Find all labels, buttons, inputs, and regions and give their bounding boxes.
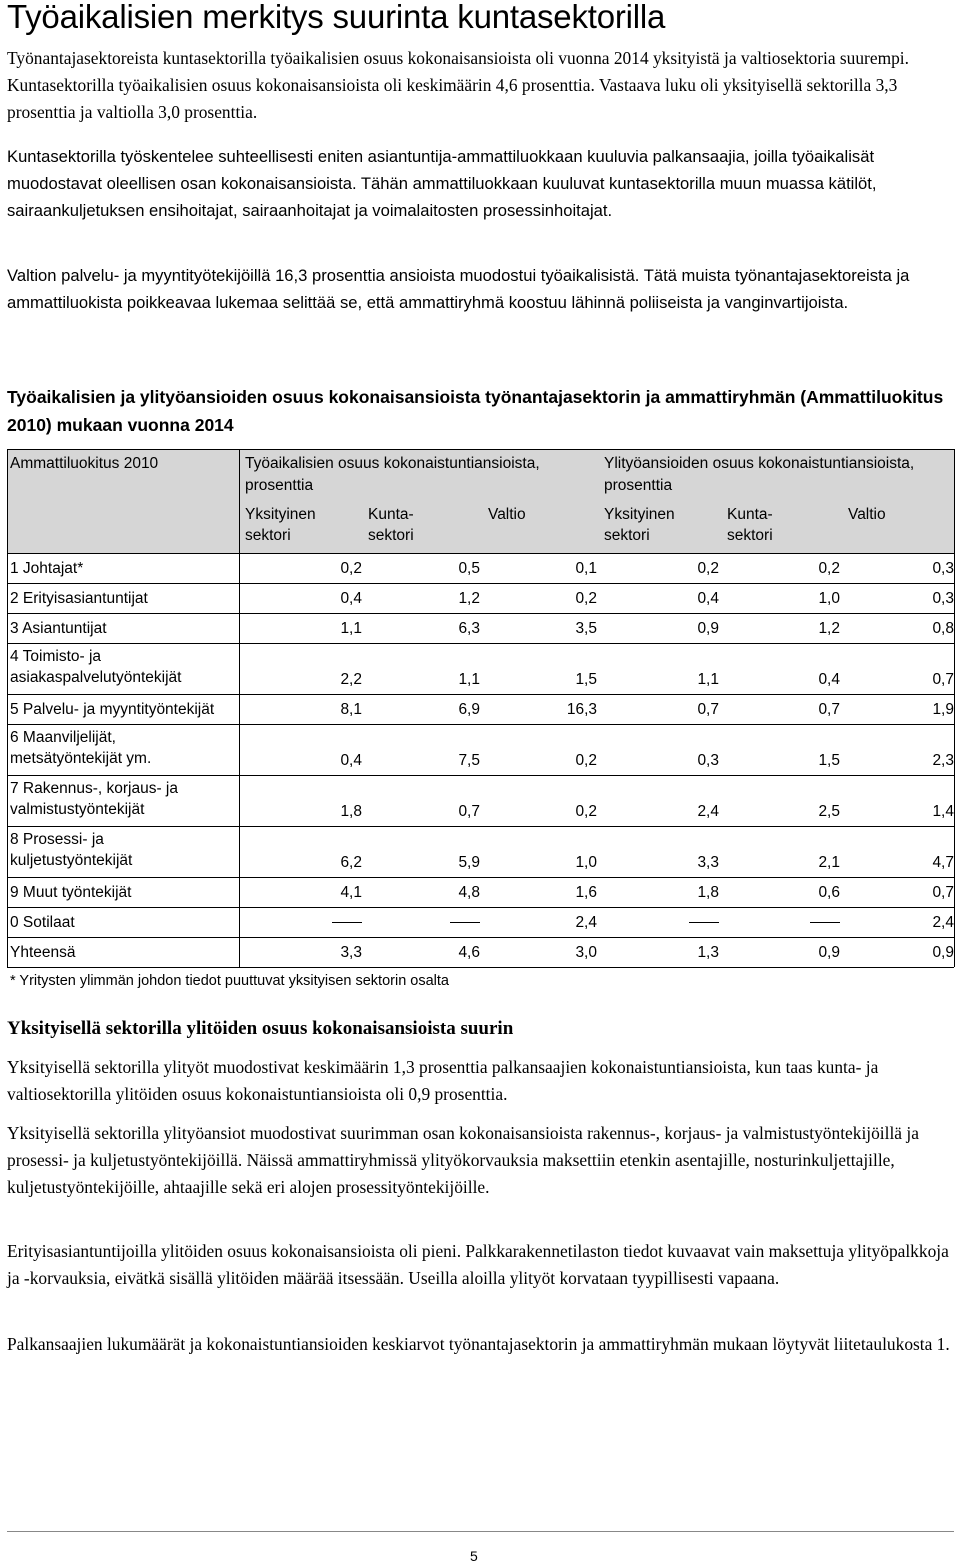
header-ammattiluokitus: Ammattiluokitus 2010 bbox=[10, 455, 159, 472]
table-cell: 0,7 bbox=[932, 671, 954, 688]
row-label: 6 Maanviljelijät, bbox=[10, 729, 116, 746]
row-label: kuljetustyöntekijät bbox=[10, 852, 133, 869]
section-title: Yksityisellä sektorilla ylitöiden osuus kokonaisansioista suurin bbox=[7, 1018, 514, 1039]
table-cell: 1,0 bbox=[575, 854, 597, 871]
table-cell: 0,6 bbox=[818, 884, 840, 901]
table-cell: 6,9 bbox=[458, 701, 480, 718]
table-cell: 8,1 bbox=[340, 701, 362, 718]
table-cell: 1,1 bbox=[458, 671, 480, 688]
table-cell: 0,7 bbox=[458, 803, 480, 820]
table-title: Työaikalisien ja ylityöansioiden osuus kokonaisansioista työnantajasektorin ja ammattiryhmän (Ammattiluokitus 2010) mukaan vuonna 2014 bbox=[7, 387, 944, 435]
table-header-rule bbox=[7, 553, 954, 554]
table-cell: 1,5 bbox=[818, 752, 840, 769]
table-cell: 2,1 bbox=[818, 854, 840, 871]
header-ylityoansiot: Ylityöansioiden osuus kokonaistuntiansioista, bbox=[604, 455, 915, 472]
table-cell: 2,3 bbox=[932, 752, 954, 769]
row-rule bbox=[7, 937, 954, 938]
table-cell-dash bbox=[440, 912, 480, 933]
row-label: Yhteensä bbox=[10, 944, 76, 961]
section-paragraph-3: Erityisasiantuntijoilla ylitöiden osuus kokonaisansioista oli pieni. Palkkarakennetilaston tiedot kuvaavat vain maksettuja ylityöpalkkoja ja -korvauksia, eivätkä sisällä ylitöiden määrää itsessään. Useilla aloilla ylityöt korvataan tyypillisesti vapaana. bbox=[7, 1241, 949, 1288]
table-cell: 5,9 bbox=[458, 854, 480, 871]
table-cell: 6,3 bbox=[458, 620, 480, 637]
table-cell: 2,4 bbox=[932, 914, 954, 931]
row-rule bbox=[7, 613, 954, 614]
subheader-3: Yksityinen bbox=[604, 506, 675, 523]
table-cell: 0,4 bbox=[818, 671, 840, 688]
subheader-4: Kunta- bbox=[727, 506, 773, 523]
page-number: 5 bbox=[470, 1548, 478, 1564]
table-cell: 3,3 bbox=[340, 944, 362, 961]
subheader-5: Valtio bbox=[848, 506, 886, 523]
table-cell: 1,1 bbox=[340, 620, 362, 637]
row-label: 4 Toimisto- ja bbox=[10, 648, 102, 665]
row-rule bbox=[7, 694, 954, 695]
table-cell-dash bbox=[800, 912, 840, 933]
table-cell: 2,4 bbox=[575, 914, 597, 931]
header-ylityoansiot: prosenttia bbox=[604, 477, 673, 494]
table-cell: 0,4 bbox=[340, 752, 362, 769]
table-cell: 1,0 bbox=[818, 590, 840, 607]
dash-mark bbox=[332, 922, 362, 923]
subheader-3: sektori bbox=[604, 527, 650, 544]
header-tyoaikalisat: prosenttia bbox=[245, 477, 314, 494]
col-divider bbox=[239, 449, 240, 967]
row-rule bbox=[7, 643, 954, 644]
section-paragraph-1: Yksityisellä sektorilla ylityöt muodostivat keskimäärin 1,3 prosenttia palkansaajien kokonaistuntiansioista, kun taas kunta- ja valtiosektorilla ylitöiden osuus kokonaistuntiansioista oli 0,9 prosenttia. bbox=[7, 1057, 879, 1104]
row-label: asiakaspalvelutyöntekijät bbox=[10, 669, 182, 686]
table-cell: 4,8 bbox=[458, 884, 480, 901]
table-cell: 2,4 bbox=[697, 803, 719, 820]
table-cell: 7,5 bbox=[458, 752, 480, 769]
table-cell: 0,1 bbox=[575, 560, 597, 577]
table-cell: 4,6 bbox=[458, 944, 480, 961]
table-cell: 1,4 bbox=[932, 803, 954, 820]
table-cell: 4,7 bbox=[932, 854, 954, 871]
table-footnote: * Yritysten ylimmän johdon tiedot puuttuvat yksityisen sektorin osalta bbox=[10, 973, 449, 989]
intro-paragraph-2: Kuntasektorilla työskentelee suhteellisesti eniten asiantuntija-ammattiluokkaan kuuluvia palkansaajia, joilla työaikalisät muodostavat oleellisen osan kokonaisansioista. Tähän ammattiluokkaan kuuluvat kuntasektorilla muun muassa kätilöt, sairaankuljetuksen ensihoitajat, sairaanhoitajat ja voimalaitosten prosessinhoitajat. bbox=[7, 147, 877, 220]
footer-divider bbox=[7, 1531, 954, 1532]
table-cell: 3,0 bbox=[575, 944, 597, 961]
row-label: 5 Palvelu- ja myyntityöntekijät bbox=[10, 701, 215, 718]
row-label: 0 Sotilaat bbox=[10, 914, 75, 931]
table-cell: 0,2 bbox=[697, 560, 719, 577]
table-cell: 1,5 bbox=[575, 671, 597, 688]
table-cell: 0,7 bbox=[818, 701, 840, 718]
header-tyoaikalisat: Työaikalisien osuus kokonaistuntiansioista, bbox=[245, 455, 540, 472]
table-top-rule bbox=[7, 449, 954, 450]
table-cell: 3,3 bbox=[697, 854, 719, 871]
table-cell: 0,3 bbox=[932, 590, 954, 607]
table-cell: 2,5 bbox=[818, 803, 840, 820]
subheader-1: sektori bbox=[368, 527, 414, 544]
page-title: Työaikalisien merkitys suurinta kuntasektorilla bbox=[7, 0, 666, 35]
table-cell: 0,4 bbox=[340, 590, 362, 607]
dash-mark bbox=[689, 922, 719, 923]
subheader-0: sektori bbox=[245, 527, 291, 544]
row-rule bbox=[7, 967, 954, 968]
section-paragraph-4: Palkansaajien lukumäärät ja kokonaistuntiansioiden keskiarvot työnantajasektorin ja ammattiryhmän mukaan löytyvät liitetaulukosta 1. bbox=[7, 1334, 950, 1354]
table-cell: 4,1 bbox=[340, 884, 362, 901]
row-label: valmistustyöntekijät bbox=[10, 801, 145, 818]
table-cell: 6,2 bbox=[340, 854, 362, 871]
table-cell: 0,9 bbox=[818, 944, 840, 961]
row-rule bbox=[7, 877, 954, 878]
subheader-0: Yksityinen bbox=[245, 506, 316, 523]
row-label: 1 Johtajat* bbox=[10, 560, 84, 577]
row-label: metsätyöntekijät ym. bbox=[10, 750, 152, 767]
table-cell-dash bbox=[679, 912, 719, 933]
table-cell: 16,3 bbox=[566, 701, 597, 718]
row-label: 9 Muut työntekijät bbox=[10, 884, 132, 901]
table-cell: 0,3 bbox=[932, 560, 954, 577]
table-right-border bbox=[954, 449, 955, 967]
table-cell: 1,1 bbox=[697, 671, 719, 688]
table-cell: 1,8 bbox=[340, 803, 362, 820]
table-cell: 0,4 bbox=[697, 590, 719, 607]
table-cell-dash bbox=[322, 912, 362, 933]
row-label: 8 Prosessi- ja bbox=[10, 831, 104, 848]
table-cell: 0,9 bbox=[932, 944, 954, 961]
table-cell: 1,6 bbox=[575, 884, 597, 901]
table-cell: 2,2 bbox=[340, 671, 362, 688]
dash-mark bbox=[810, 922, 840, 923]
table-cell: 1,3 bbox=[697, 944, 719, 961]
row-rule bbox=[7, 724, 954, 725]
row-label: 3 Asiantuntijat bbox=[10, 620, 107, 637]
dash-mark bbox=[450, 922, 480, 923]
table-cell: 0,9 bbox=[697, 620, 719, 637]
table-cell: 0,5 bbox=[458, 560, 480, 577]
table-cell: 0,2 bbox=[340, 560, 362, 577]
subheader-4: sektori bbox=[727, 527, 773, 544]
table-cell: 1,8 bbox=[697, 884, 719, 901]
table-cell: 0,2 bbox=[575, 752, 597, 769]
table-cell: 0,7 bbox=[932, 884, 954, 901]
table-cell: 3,5 bbox=[575, 620, 597, 637]
table-cell: 0,8 bbox=[932, 620, 954, 637]
row-rule bbox=[7, 826, 954, 827]
table-cell: 1,2 bbox=[458, 590, 480, 607]
table-cell: 1,9 bbox=[932, 701, 954, 718]
table-cell: 1,2 bbox=[818, 620, 840, 637]
table-cell: 0,7 bbox=[697, 701, 719, 718]
table-cell: 0,2 bbox=[575, 803, 597, 820]
row-label: 2 Erityisasiantuntijat bbox=[10, 590, 148, 607]
section-paragraph-2: Yksityisellä sektorilla ylityöansiot muodostivat suurimman osan kokonaisansioista rakennus-, korjaus- ja valmistustyöntekijöillä ja prosessi- ja kuljetustyöntekijöillä. Näissä ammattiryhmissä ylityökorvauksia maksettiin etenkin asentajille, nosturinkuljettajille, kuljetustyöntekijöille, ahtaajille sekä eri alojen prosessityöntekijöille. bbox=[7, 1123, 919, 1197]
subheader-2: Valtio bbox=[488, 506, 526, 523]
subheader-1: Kunta- bbox=[368, 506, 414, 523]
row-label: 7 Rakennus-, korjaus- ja bbox=[10, 780, 178, 797]
intro-paragraph-1: Työnantajasektoreista kuntasektorilla työaikalisien osuus kokonaisansioista oli vuonna 2014 yksityistä ja valtiosektoria suurempi. Kuntasektorilla työaikalisien osuus kokonaisansioista oli keskimäärin 4,6 prosenttia. Vastaava luku oli yksityisellä sektorilla 3,3 prosenttia ja valtiolla 3,0 prosenttia. bbox=[7, 48, 909, 122]
intro-paragraph-3: Valtion palvelu- ja myyntityötekijöillä 16,3 prosenttia ansioista muodostui työaikalisistä. Tätä muista työnantajasektoreista ja ammattiluokista poikkeavaa lukemaa selittää se, että ammattiryhmä koostuu lähinnä poliiseista ja vanginvartijoista. bbox=[7, 266, 910, 312]
data-table bbox=[0, 449, 960, 994]
row-rule bbox=[7, 907, 954, 908]
row-rule bbox=[7, 775, 954, 776]
table-left-border bbox=[7, 449, 8, 967]
table-cell: 0,2 bbox=[818, 560, 840, 577]
table-cell: 0,3 bbox=[697, 752, 719, 769]
row-rule bbox=[7, 583, 954, 584]
table-cell: 0,2 bbox=[575, 590, 597, 607]
